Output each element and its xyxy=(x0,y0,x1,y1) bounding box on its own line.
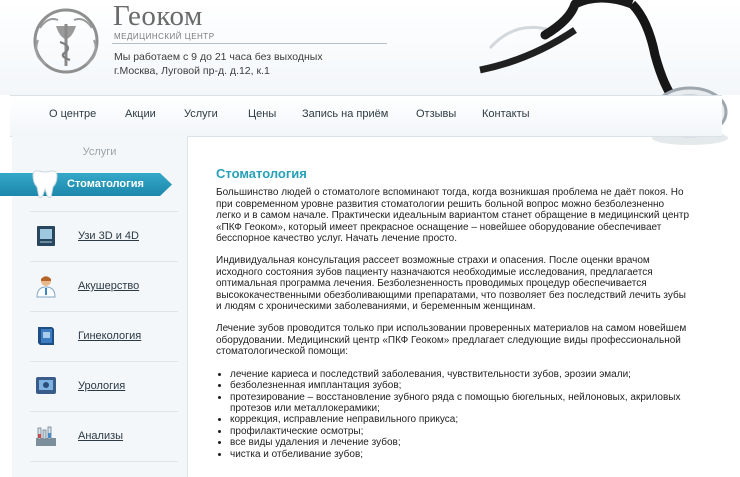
sidebar-item-gynecology[interactable] xyxy=(12,312,187,362)
nav-item-prices[interactable]: Цены xyxy=(248,108,277,120)
page-title: Стоматология xyxy=(216,166,307,181)
monitor-icon xyxy=(34,374,58,398)
sidebar-item-label[interactable]: Узи 3D и 4D xyxy=(78,230,139,242)
nav-item-promotions[interactable]: Акции xyxy=(125,108,156,120)
sidebar-item-label[interactable]: Урология xyxy=(78,380,126,392)
content-paragraph-3: Лечение зубов проводится только при использовании проверенных материалов на самом новейшем оборудовании. Медицинский центр «ПКФ Геоком» предлагает следующие виды профессиональной стоматологической помощи: xyxy=(216,323,687,358)
sidebar-item-obstetrics[interactable] xyxy=(12,262,187,312)
list-item: • безболезненная имплантация зубов; xyxy=(230,380,690,391)
header xyxy=(0,0,740,95)
contact-info xyxy=(114,50,323,78)
content-paragraph-2: Индивидуальная консультация рассеет возможные страхи и опасения. После оценки врачом исходного состояния зубов пациенту назначаются необходимые исследования, предлагается оптимальная программа лечения. Безболезненность проводимых процедур обеспечивается высококачественными обезболивающими препаратами, что позволяет без последствий лечить зубы и людям с хроническими заболеваниями, и беременным женщинам. xyxy=(216,255,686,313)
list-item: • чистка и отбеливание зубов; xyxy=(230,449,690,460)
main-nav xyxy=(10,95,722,137)
nav-item-appointment[interactable]: Запись на приём xyxy=(302,108,389,120)
sidebar-title: Услуги xyxy=(82,146,117,158)
caduceus-logo-icon[interactable] xyxy=(28,6,104,76)
sidebar-item-ultrasound[interactable] xyxy=(12,212,187,262)
nav-item-about[interactable]: О центре xyxy=(49,108,97,120)
nav-item-contacts[interactable]: Контакты xyxy=(482,108,530,120)
sidebar-divider xyxy=(30,461,178,462)
nav-item-services[interactable]: Услуги xyxy=(184,108,218,120)
list-item: • все виды удаления и лечение зубов; xyxy=(230,437,690,448)
sidebar-item-label[interactable]: Гинекология xyxy=(78,330,142,342)
sidebar-item-label[interactable]: Акушерство xyxy=(78,280,140,292)
content-paragraph-1: Большинство людей о стоматологе вспоминают тогда, когда возникшая проблема не даёт покоя. Но при современном уровне развития стоматологии решить больной вопрос можно безболезненно легко и в самом начале. Практически идеальным вариантом станет обращение в медицинский центр «ПКФ Геоком», который имеет прекрасное оснащение – новейшее оборудование обеспечивает бесспорное качество услуг. Начать лечение просто. xyxy=(216,187,690,245)
ultrasound-icon xyxy=(34,224,58,248)
book-icon xyxy=(34,324,58,348)
working-hours: Мы работаем с 9 до 21 часа без выходных xyxy=(114,51,323,63)
sidebar-item-dentistry-label[interactable]: Стоматология xyxy=(67,178,144,190)
sidebar-item-tests[interactable] xyxy=(12,412,187,462)
sidebar-item-label[interactable]: Анализы xyxy=(78,430,124,442)
list-item: • коррекция, исправление неправильного прикуса; xyxy=(230,414,690,425)
list-item: • протезирование – восстановление зубного ряда с помощью бюгельных, нейлоновых, акриловых протезов или металлокерамики; xyxy=(230,392,690,415)
services-list xyxy=(216,369,690,460)
list-item: • лечение кариеса и последствий заболевания, чувствительности зубов, эрозии эмали; xyxy=(230,369,690,380)
list-item: • профилактические осмотры; xyxy=(230,426,690,437)
tooth-icon xyxy=(28,169,62,199)
lab-icon xyxy=(34,424,58,448)
doctor-icon xyxy=(34,274,58,298)
main-content xyxy=(216,168,690,460)
address: г.Москва, Луговой пр-д. д.12, к.1 xyxy=(114,65,270,77)
sidebar-item-urology[interactable] xyxy=(12,362,187,412)
brand-name[interactable]: Геоком xyxy=(113,0,203,32)
nav-item-reviews[interactable]: Отзывы xyxy=(416,108,457,120)
brand-subtitle: МЕДИЦИНСКИЙ ЦЕНТР xyxy=(114,32,215,41)
brand-divider xyxy=(112,43,387,44)
